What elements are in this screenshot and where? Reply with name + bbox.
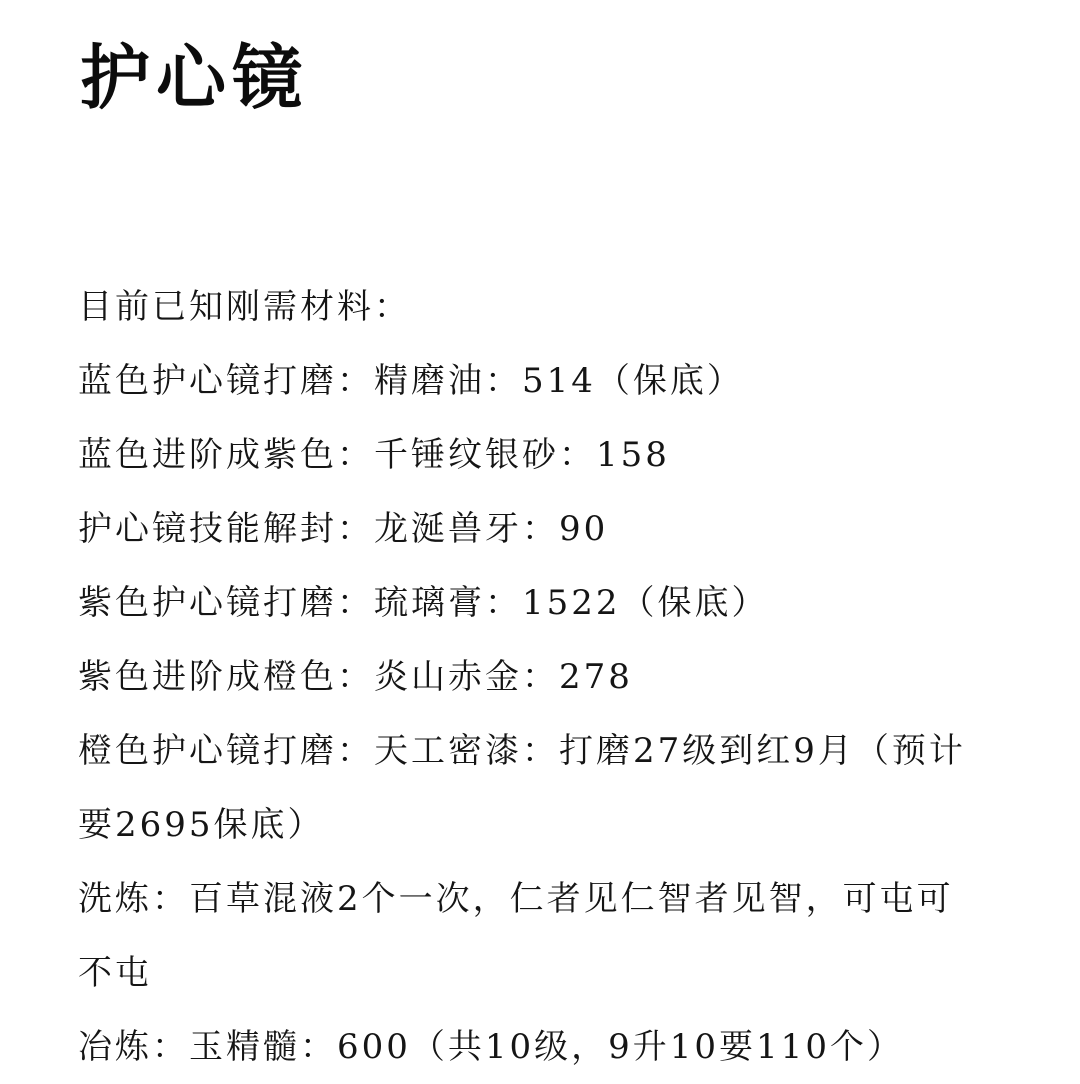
text-line: 冶炼：玉精髓：600（共10级，9升10要110个） xyxy=(78,1027,904,1067)
text-line: 橙色护心镜打磨：天工密漆：打磨27级到红9月（预计 xyxy=(78,731,966,771)
text-line: 目前已知刚需材料： xyxy=(78,287,411,327)
text-line: 不屯 xyxy=(78,953,152,993)
text-line: 蓝色进阶成紫色：千锤纹银砂：158 xyxy=(78,435,670,475)
text-line: 紫色进阶成橙色：炎山赤金：278 xyxy=(78,657,633,697)
text-line: 洗炼：百草混液2个一次，仁者见仁智者见智，可屯可 xyxy=(78,879,954,919)
text-line: 护心镜技能解封：龙涎兽牙：90 xyxy=(78,509,609,549)
materials-text xyxy=(78,270,1058,1084)
text-line: 要2695保底） xyxy=(78,805,325,845)
text-line: 紫色护心镜打磨：琉璃膏：1522（保底） xyxy=(78,583,769,623)
text-line: 蓝色护心镜打磨：精磨油：514（保底） xyxy=(78,361,744,401)
page-title: 护心镜 xyxy=(80,36,308,119)
